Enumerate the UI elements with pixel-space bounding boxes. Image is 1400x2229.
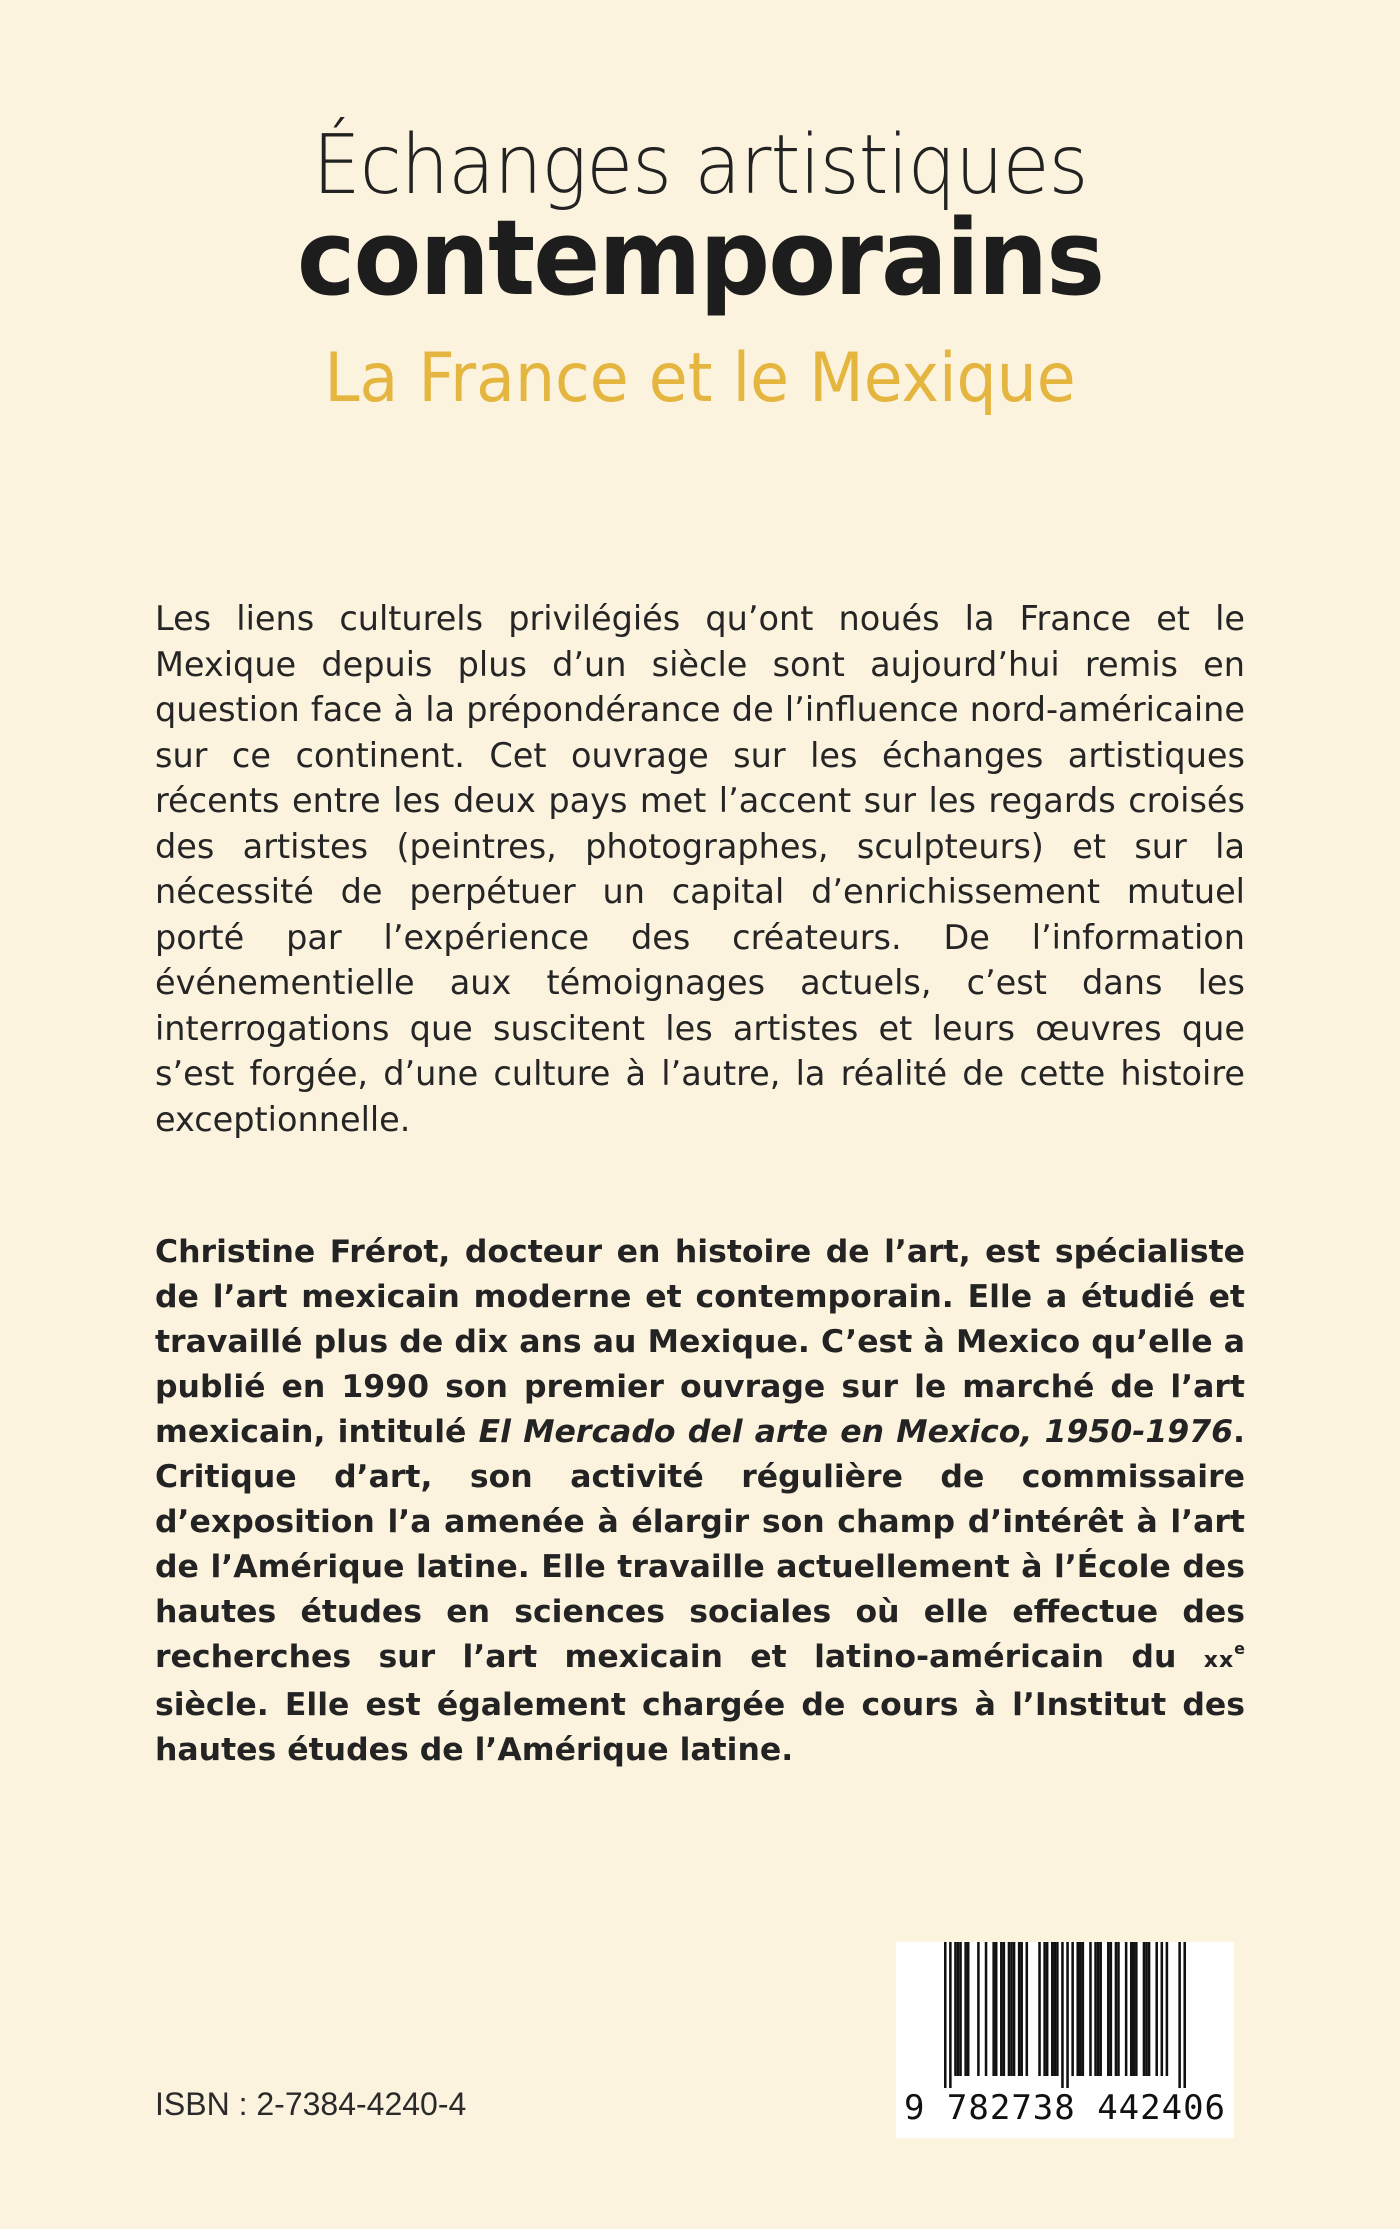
barcode-bar bbox=[959, 1942, 962, 2076]
barcode-bar bbox=[1107, 1942, 1110, 2076]
barcode-bar bbox=[1133, 1942, 1136, 2076]
barcode-bar bbox=[1094, 1942, 1097, 2076]
barcode-bar bbox=[1161, 1942, 1164, 2076]
barcode-bar bbox=[992, 1942, 995, 2076]
barcode-bar bbox=[1043, 1942, 1046, 2076]
barcode-bar bbox=[1010, 1942, 1013, 2076]
barcode-bar bbox=[944, 1942, 947, 2088]
title-line-1: Échanges artistiques bbox=[312, 118, 1088, 213]
bio-text-1: Christine Frérot, docteur en histoire de l’art, est spécialiste de l’art mexicain moderne et contemporain. Elle a étudié et travaillé plus de dix ans au Mexique. C’est à Mexico qu’elle a publié en 1990 son premier ouvrage sur le marché de l’art mexicain, intitulé bbox=[155, 1234, 1245, 1450]
barcode-bar bbox=[1018, 1942, 1021, 2076]
bio-book-title: El Mercado del arte en Mexico, 1950-1976 bbox=[478, 1414, 1234, 1450]
barcode-bar bbox=[1026, 1942, 1029, 2076]
barcode-bar bbox=[1145, 1942, 1148, 2076]
barcode bbox=[896, 1942, 1234, 2138]
title-line-2: contemporains bbox=[296, 197, 1104, 319]
bio-text-3: siècle. Elle est également chargée de cours à l’Institut des hautes études de l’Amérique latine. bbox=[155, 1687, 1245, 1768]
barcode-bar bbox=[1046, 1942, 1049, 2076]
barcode-bar bbox=[1130, 1942, 1133, 2076]
barcode-bar bbox=[1099, 1942, 1102, 2076]
barcode-bar bbox=[1056, 1942, 1059, 2076]
barcode-bar bbox=[1013, 1942, 1016, 2076]
barcode-bar bbox=[1079, 1942, 1082, 2076]
barcode-bar bbox=[967, 1942, 970, 2076]
barcode-bar bbox=[1143, 1942, 1146, 2076]
barcode-bar bbox=[957, 1942, 960, 2076]
barcode-bar bbox=[1183, 1942, 1186, 2088]
barcode-bar bbox=[1115, 1942, 1118, 2076]
barcode-bar bbox=[1008, 1942, 1011, 2076]
barcode-bar bbox=[1089, 1942, 1092, 2076]
summary-paragraph: Les liens culturels privilégiés qu’ont noués la France et le Mexique depuis plus d’un siècle sont aujourd’hui remis en question face à la prépondérance de l’influence nord-américaine sur ce continent. Cet ouvrage sur les échanges artistiques récents entre les deux pays met l’accent sur les regards croisés des artistes (peintres, photographes, sculpteurs) et sur la nécessité de perpétuer un capital d’enrichissement mutuel porté par l’expérience des créateurs. De l’information événementielle aux témoignages actuels, c’est dans les interrogations que suscitent les artistes et leurs œuvres que s’est forgée, d’une culture à l’autre, la réalité de cette histoire exceptionnelle. bbox=[155, 599, 1245, 1139]
barcode-bar bbox=[1155, 1942, 1158, 2076]
barcode-bar bbox=[1071, 1942, 1074, 2076]
barcode-bar bbox=[1066, 1942, 1069, 2088]
barcode-bar bbox=[1178, 1942, 1181, 2088]
barcode-digits: 9 782738 442406 bbox=[903, 2088, 1227, 2128]
barcode-bar bbox=[1117, 1942, 1120, 2076]
barcode-bar bbox=[1082, 1942, 1085, 2076]
barcode-bar bbox=[964, 1942, 967, 2076]
barcode-bar bbox=[1000, 1942, 1003, 2076]
barcode-bar bbox=[1135, 1942, 1138, 2076]
barcode-bar bbox=[1125, 1942, 1128, 2076]
barcode-bar bbox=[954, 1942, 957, 2076]
title-block bbox=[0, 118, 1400, 422]
barcode-bar bbox=[1054, 1942, 1057, 2076]
barcode-bar bbox=[1097, 1942, 1100, 2076]
barcode-bar bbox=[1076, 1942, 1079, 2076]
barcode-bar bbox=[1148, 1942, 1151, 2076]
barcode-bar bbox=[1051, 1942, 1054, 2076]
bio-century-sup: e bbox=[1234, 1638, 1245, 1658]
barcode-bar bbox=[1110, 1942, 1113, 2076]
barcode-bar bbox=[985, 1942, 988, 2076]
barcode-bar bbox=[977, 1942, 980, 2076]
author-bio bbox=[155, 1230, 1245, 1773]
barcode-bars bbox=[944, 1942, 1186, 2088]
barcode-bar bbox=[1020, 1942, 1023, 2076]
barcode-bar bbox=[1061, 1942, 1064, 2088]
barcode-bar bbox=[949, 1942, 952, 2088]
barcode-bar bbox=[1166, 1942, 1169, 2076]
barcode-bar bbox=[995, 1942, 998, 2076]
isbn-label: ISBN : 2-7384-4240-4 bbox=[155, 2086, 467, 2122]
subtitle: La France et le Mexique bbox=[324, 339, 1076, 418]
bio-text-2: . Critique d’art, son activité régulière de commissaire d’exposition l’a amenée à élargir son champ d’intérêt à l’art de l’Amérique latine. Elle travaille actuellement à l’École des hautes études en sciences sociales où elle effectue des recherches sur l’art mexicain et latino-américain du bbox=[155, 1414, 1245, 1675]
barcode-bar bbox=[1003, 1942, 1006, 2076]
barcode-bar bbox=[1038, 1942, 1041, 2076]
bio-century: xx bbox=[1203, 1648, 1235, 1673]
